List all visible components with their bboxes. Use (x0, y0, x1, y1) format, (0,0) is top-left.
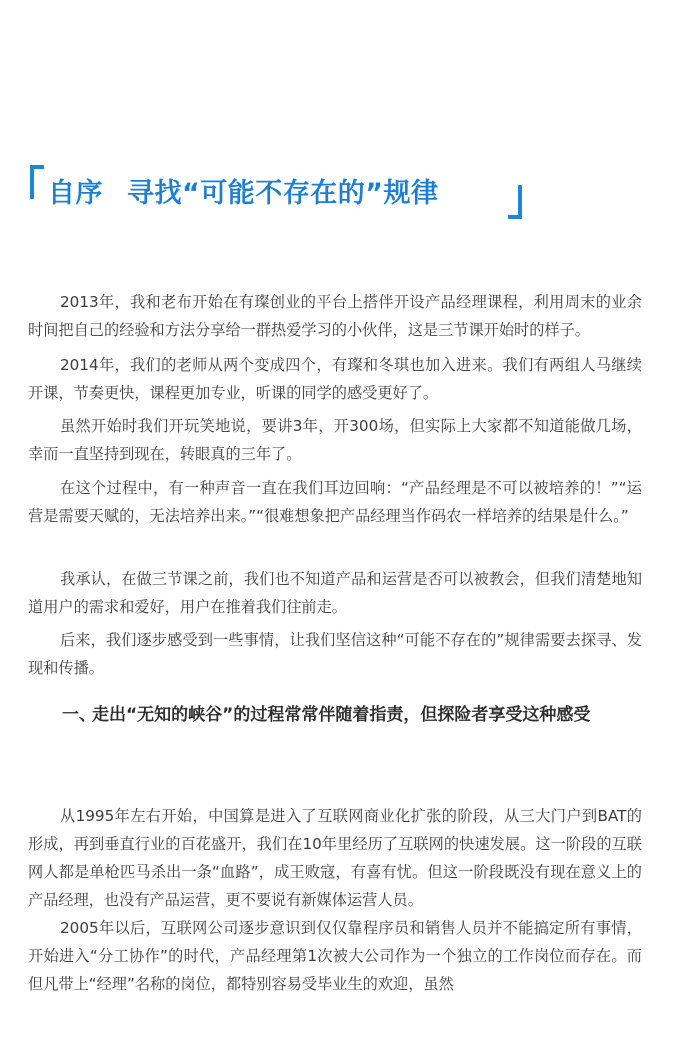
chapter-title-sub: 寻找“可能不存在的”规律 (127, 178, 439, 209)
chapter-title-block (30, 165, 500, 217)
section-paragraph-2: 2005年以后，互联网公司逐步意识到仅仅靠程序员和销售人员并不能搞定所有事情，开始进入“分工协作”的时代，产品经理第1次被大公司作为一个独立的工作岗位而存在。而但凡带上“经理”名称的岗位，都特别容易受毕业生的欢迎，虽然 (28, 919, 642, 993)
paragraph-4: 在这个过程中，有一种声音一直在我们耳边回响：“产品经理是不可以被培养的！”“运营是需要天赋的，无法培养出来。”“很难想象把产品经理当作码农一样培养的结果是什么。” (28, 479, 642, 525)
paragraph-1: 2013年，我和老布开始在有璨创业的平台上搭伴开设产品经理课程，利用周末的业余时间把自己的经验和方法分享给一群热爱学习的小伙伴，这是三节课开始时的样子。 (28, 293, 642, 339)
paragraph-2: 2014年，我们的老师从两个变成四个，有璨和冬琪也加入进来。我们有两组人马继续开课，节奏更快，课程更加专业，听课的同学的感受更好了。 (28, 356, 642, 402)
chapter-title (48, 171, 439, 210)
section-paragraph-1: 从1995年左右开始，中国算是进入了互联网商业化扩张的阶段，从三大门户到BAT的形成，再到垂直行业的百花盛开，我们在10年里经历了互联网的快速发展。这一阶段的互联网人都是单枪匹马杀出一条“血路”，成王败寇，有喜有忧。但这一阶段既没有现在意义上的产品经理，也没有产品运营，更不要说有新媒体运营人员。 (28, 807, 642, 909)
title-bracket-close-icon (508, 185, 522, 219)
paragraph-6: 后来，我们逐步感受到一些事情，让我们坚信这种“可能不存在的”规律需要去探寻、发现和传播。 (28, 631, 642, 677)
title-bracket-open-icon (30, 165, 44, 199)
paragraph-5: 我承认，在做三节课之前，我们也不知道产品和运营是否可以被教会，但我们清楚地知道用户的需求和爱好，用户在推着我们往前走。 (28, 570, 642, 616)
section-number: 一、 (62, 705, 96, 725)
section-heading-text: 走出“无知的峡谷”的过程常常伴随着指责，但探险者享受这种感受 (92, 705, 591, 725)
section-heading (62, 701, 642, 730)
chapter-title-main: 自序 (48, 178, 103, 209)
paragraph-3: 虽然开始时我们开玩笑地说，要讲3年，开300场，但实际上大家都不知道能做几场，幸而一直坚持到现在，转眼真的三年了。 (28, 417, 642, 463)
